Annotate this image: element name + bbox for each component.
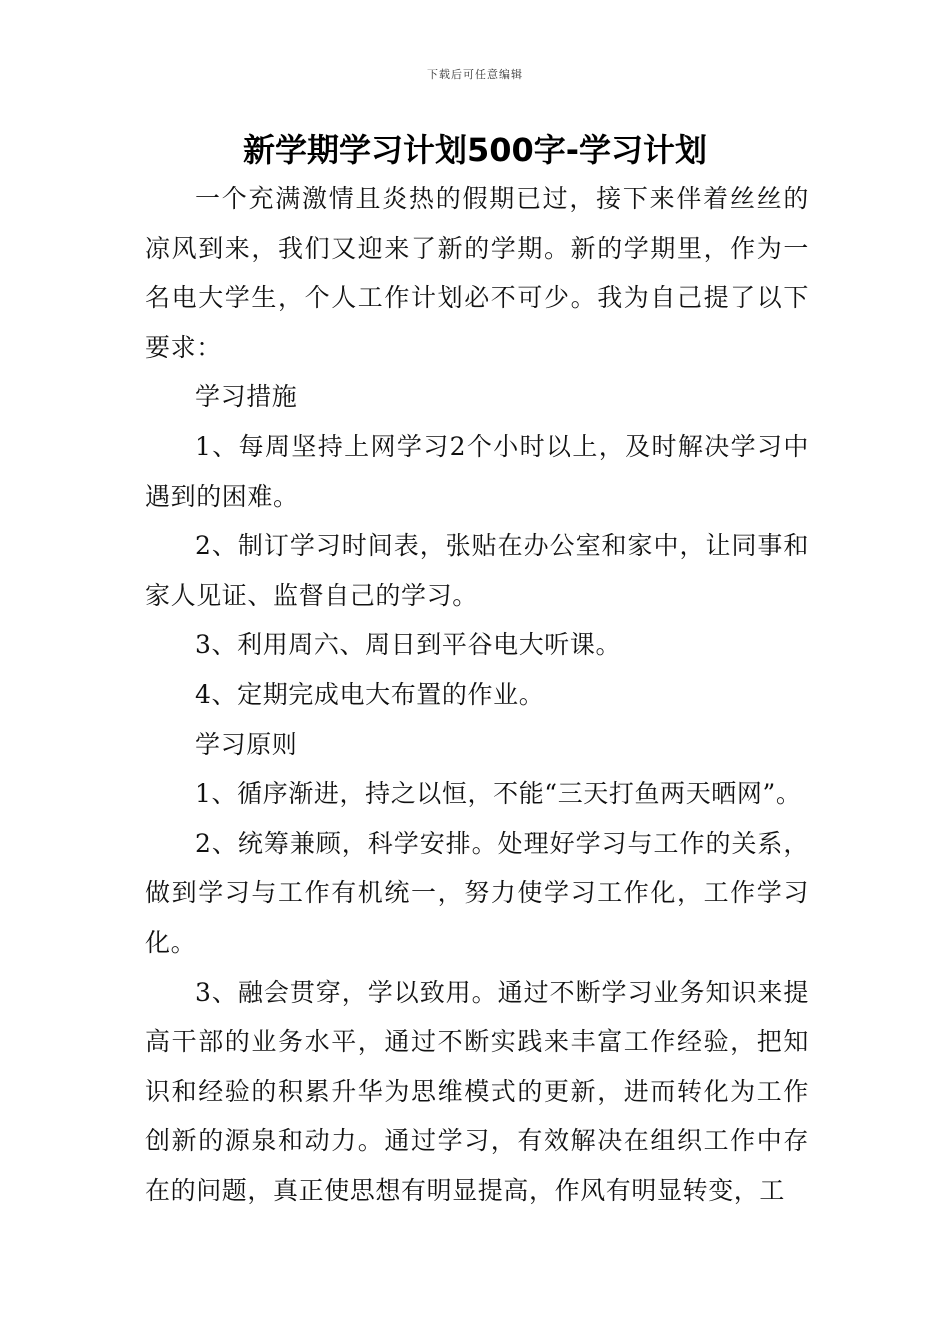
section-heading-measures: 学习措施 [195,382,298,412]
measure-item-3: 3、利用周六、周日到平谷电大听课。 [195,630,622,660]
measure-item-4: 4、定期完成电大布置的作业。 [195,679,545,709]
intro-paragraph: 一个充满激情且炎热的假期已过，接下来伴着丝丝的凉风到来，我们又迎来了新的学期。新的学期里，作为一名电大学生，个人工作计划必不可少。我为自己提了以下要求： [145,184,809,362]
measure-item-2: 2、制订学习时间表，张贴在办公室和家中，让同事和家人见证、监督自己的学习。 [145,531,809,610]
document-body [145,174,809,1215]
principle-item-1: 1、循序渐进，持之以恒，不能“三天打鱼两天晒网”。 [195,779,802,809]
section-heading-principles: 学习原则 [195,729,298,759]
principle-item-3: 3、融会贯穿，学以致用。通过不断学习业务知识来提高干部的业务水平，通过不断实践来丰富工作经验，把知识和经验的积累升华为思维模式的更新，进而转化为工作创新的源泉和动力。通过学习，有效解决在组织工作中存在的问题，真正使思想有明显提高，作风有明显转变，工 [145,977,809,1205]
principle-item-2: 2、统筹兼顾，科学安排。处理好学习与工作的关系，做到学习与工作有机统一，努力使学习工作化，工作学习化。 [145,828,809,957]
measure-item-1: 1、每周坚持上网学习2个小时以上，及时解决学习中遇到的困难。 [145,431,809,511]
header-note: 下载后可任意编辑 [427,68,523,81]
document-title: 新学期学习计划500字-学习计划 [242,131,708,169]
